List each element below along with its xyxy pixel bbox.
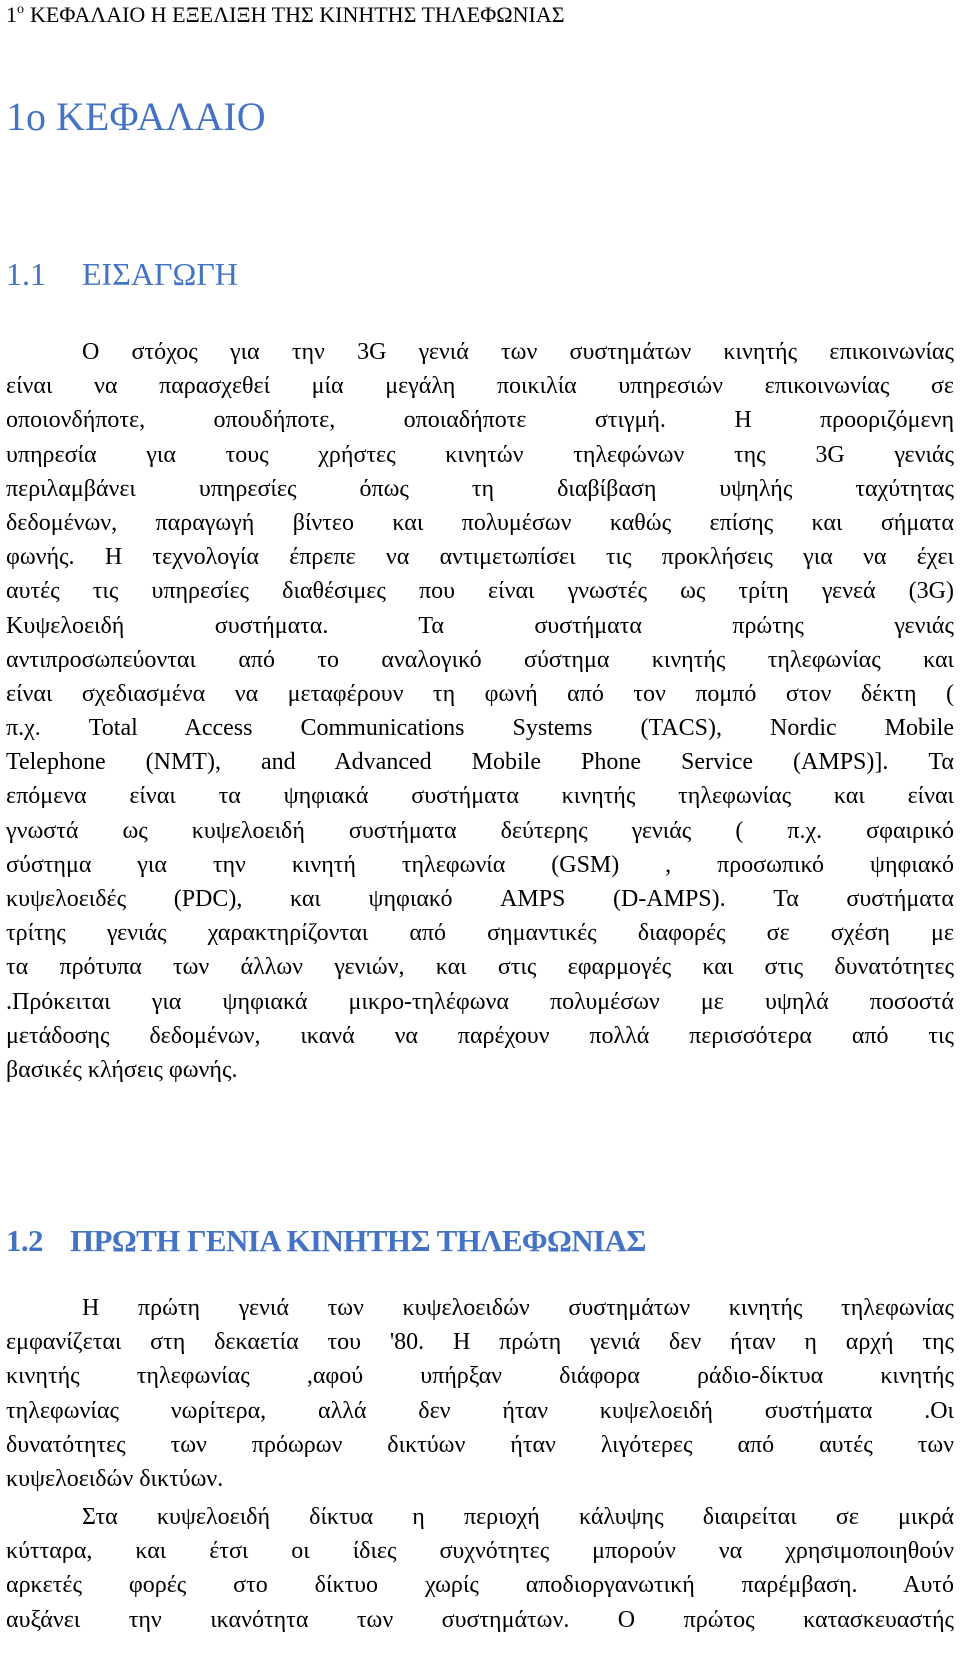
paragraph-line: δεδομένων, παραγωγή βίντεο και πολυμέσων καθώς επίσης και σήματα: [6, 509, 954, 536]
paragraph-line: βασικές κλήσεις φωνής.: [6, 1056, 238, 1083]
paragraph-introduction: [6, 335, 954, 1087]
paragraph-line: αντιπροσωπεύονται από το αναλογικό σύστημα κινητής τηλεφωνίας και: [6, 646, 954, 673]
paragraph-line: τρίτης γενιάς χαρακτηρίζονται από σημαντικές διαφορές σε σχέση με: [6, 920, 954, 947]
chapter-title: 1ο ΚΕΦΑΛΑΙΟ: [6, 94, 266, 139]
paragraph-line: εμφανίζεται στη δεκαετία του '80. Η πρώτη γενιά δεν ήταν η αρχή της: [6, 1329, 954, 1356]
paragraph-line: επόμενα είναι τα ψηφιακά συστήματα κινητής τηλεφωνίας και είναι: [6, 783, 954, 810]
paragraph-line: φωνής. Η τεχνολογία έπρεπε να αντιμετωπίσει τις προκλήσεις για να έχει: [6, 544, 954, 571]
section-title: ΕΙΣΑΓΩΓΗ: [82, 256, 238, 292]
paragraph-line: κύτταρα, και έτσι οι ίδιες συχνότητες μπορούν να χρησιμοποιηθούν: [6, 1538, 954, 1565]
paragraph-line: είναι να παρασχεθεί μία μεγάλη ποικιλία υπηρεσιών επικοινωνίας σε: [6, 373, 954, 400]
section-number: 1.1: [6, 256, 46, 292]
paragraph-line: τα πρότυπα των άλλων γενιών, και στις εφαρμογές και στις δυνατότητες: [6, 954, 954, 981]
paragraph-line: οποιονδήποτε, οπουδήποτε, οποιαδήποτε στιγμή. Η προοριζόμενη: [6, 407, 954, 434]
paragraph-line: Telephone (NMT), and Advanced Mobile Phone Service (AMPS)]. Τα: [6, 749, 954, 776]
section-title: ΠΡΩΤΗ ΓΕΝΙΑ ΚΙΝΗΤΗΣ ΤΗΛΕΦΩΝΙΑΣ: [70, 1223, 646, 1258]
paragraph-line: αρκετές φορές στο δίκτυο χωρίς αποδιοργανωτική παρέμβαση. Αυτό: [6, 1572, 954, 1599]
header-chapter-number: 1: [6, 2, 17, 27]
header-chapter-title: ΚΕΦΑΛΑΙΟ Η ΕΞΕΛΙΞΗ ΤΗΣ ΚΙΝΗΤΗΣ ΤΗΛΕΦΩΝΙΑΣ: [30, 2, 565, 27]
paragraph-line: κυψελοειδές (PDC), και ψηφιακό AMPS (D-AMPS). Τα συστήματα: [6, 886, 954, 912]
paragraph-line: κινητής τηλεφωνίας ,αφού υπήρξαν διάφορα ράδιο-δίκτυα κινητής: [6, 1363, 954, 1390]
paragraph-line: .Πρόκειται για ψηφιακά μικρο-τηλέφωνα πολυμέσων με υψηλά ποσοστά: [6, 988, 954, 1015]
paragraph-line: τηλεφωνίας νωρίτερα, αλλά δεν ήταν κυψελοειδή συστήματα .Οι: [6, 1397, 954, 1424]
paragraph-line: αυξάνει την ικανότητα των συστημάτων. Ο πρώτος κατασκευαστής: [6, 1606, 954, 1633]
paragraph-line: Η πρώτη γενιά των κυψελοειδών συστημάτων κινητής τηλεφωνίας: [82, 1295, 954, 1321]
paragraph-line: Ο στόχος για την 3G γενιά των συστημάτων κινητής επικοινωνίας: [82, 339, 954, 365]
paragraph-line: Στα κυψελοειδή δίκτυα η περιοχή κάλυψης διαιρείται σε μικρά: [82, 1504, 954, 1530]
paragraph-line: αυτές τις υπηρεσίες διαθέσιμες που είναι γνωστές ως τρίτη γενεά (3G): [6, 578, 954, 605]
paragraph-line: Κυψελοειδή συστήματα. Τα συστήματα πρώτης γενιάς: [6, 612, 954, 639]
running-header: [6, 0, 565, 30]
paragraph-line: είναι σχεδιασμένα να μεταφέρουν τη φωνή από τον πομπό στον δέκτη (: [6, 680, 954, 707]
header-ordinal-superscript: ο: [17, 2, 24, 17]
section-number: 1.2: [6, 1223, 43, 1258]
section-heading-1-1: [6, 254, 238, 294]
paragraph-line: σύστημα για την κινητή τηλεφωνία (GSM) , προσωπικό ψηφιακό: [6, 851, 954, 878]
section-heading-1-2: [6, 1221, 646, 1261]
paragraph-line: μετάδοσης δεδομένων, ικανά να παρέχουν πολλά περισσότερα από τις: [6, 1022, 954, 1049]
paragraph-cellular-networks: [6, 1500, 954, 1637]
paragraph-line: π.χ. Total Access Communications Systems (TACS), Nordic Mobile: [6, 715, 954, 742]
paragraph-line: δυνατότητες των πρόωρων δικτύων ήταν λιγότερες από αυτές των: [6, 1431, 954, 1458]
paragraph-line: υπηρεσία για τους χρήστες κινητών τηλεφώνων της 3G γενιάς: [6, 441, 954, 468]
paragraph-line: περιλαμβάνει υπηρεσίες όπως τη διαβίβαση υψηλής ταχύτητας: [6, 475, 954, 502]
paragraph-line: κυψελοειδών δικτύων.: [6, 1465, 224, 1492]
paragraph-line: γνωστά ως κυψελοειδή συστήματα δεύτερης γενιάς ( π.χ. σφαιρικό: [6, 817, 954, 844]
paragraph-first-generation: [6, 1291, 954, 1496]
